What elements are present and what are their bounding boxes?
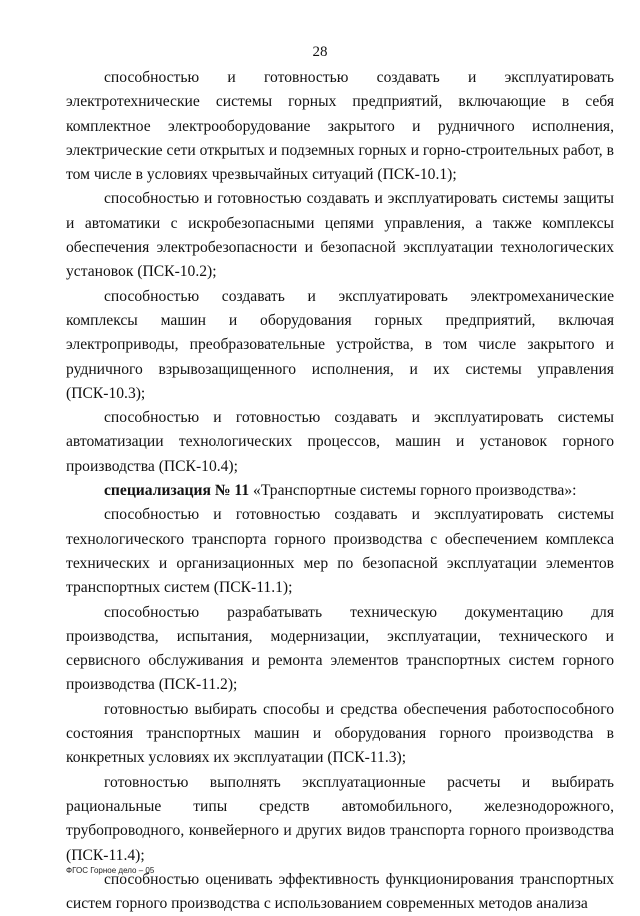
competence-psk-11-3: готовностью выбирать способы и средства обеспечения работоспособного состояния транспортных машин и оборудования горного производства в конкретных условиях их эксплуатации (ПСК-11.3);	[66, 700, 614, 767]
competence-psk-10-4: способностью и готовностью создавать и эксплуатировать системы автоматизации технологических процессов, машин и установок горного производства (ПСК-10.4);	[66, 409, 614, 475]
competence-psk-10-2: способностью и готовностью создавать и эксплуатировать системы защиты и автоматики с искробезопасными цепями управления, а также комплексы обеспечения электробезопасности и безопасной эксплуатации технологических установок (ПСК-10.2);	[66, 190, 614, 281]
specialization-label: специализация № 11	[104, 482, 250, 500]
competence-psk-10-1: способностью и готовностью создавать и эксплуатировать электротехнические системы горных предприятий, включающие в себя комплектное электрооборудование закрытого и рудничного исполнения, электрические сети открытых и подземных горных и горно-строительных работ, в том числе в условиях чрезвычайных ситуаций (ПСК-10.1);	[66, 69, 614, 184]
competence-psk-11-1: способностью и готовностью создавать и эксплуатировать системы технологического транспорта горного производства с обеспечением комплекса технических и организационных мер по безопасной эксплуатации элементов транспортных систем (ПСК-11.1);	[66, 506, 614, 597]
competence-psk-11-5-partial: способностью оценивать эффективность функционирования транспортных систем горного производства с использованием современных методов анализа	[66, 870, 614, 913]
competence-psk-11-2: способностью разрабатывать техническую документацию для производства, испытания, модернизации, эксплуатации, технического и сервисного обслуживания и ремонта элементов транспортных систем горного производства (ПСК-11.2);	[66, 603, 614, 694]
specialization-title: «Транспортные системы горного производства»:	[249, 482, 577, 500]
competence-psk-11-4: готовностью выполнять эксплуатационные расчеты и выбирать рациональные типы средств автомобильного, железнодорожного, трубопроводного, конвейерного и других видов транспорта горного производства (ПСК-11.4);	[66, 773, 614, 864]
page-number: 28	[312, 44, 328, 60]
competence-psk-10-3: способностью создавать и эксплуатировать электромеханические комплексы машин и оборудования горных предприятий, включая электроприводы, преобразовательные устройства, в том числе закрытого и рудничного взрывозащищенного исполнения, и их системы управления (ПСК-10.3);	[66, 287, 614, 402]
document-footer: ФГОС Горное дело – 05	[66, 866, 155, 875]
document-body	[66, 66, 614, 916]
specialization-heading	[66, 479, 614, 503]
